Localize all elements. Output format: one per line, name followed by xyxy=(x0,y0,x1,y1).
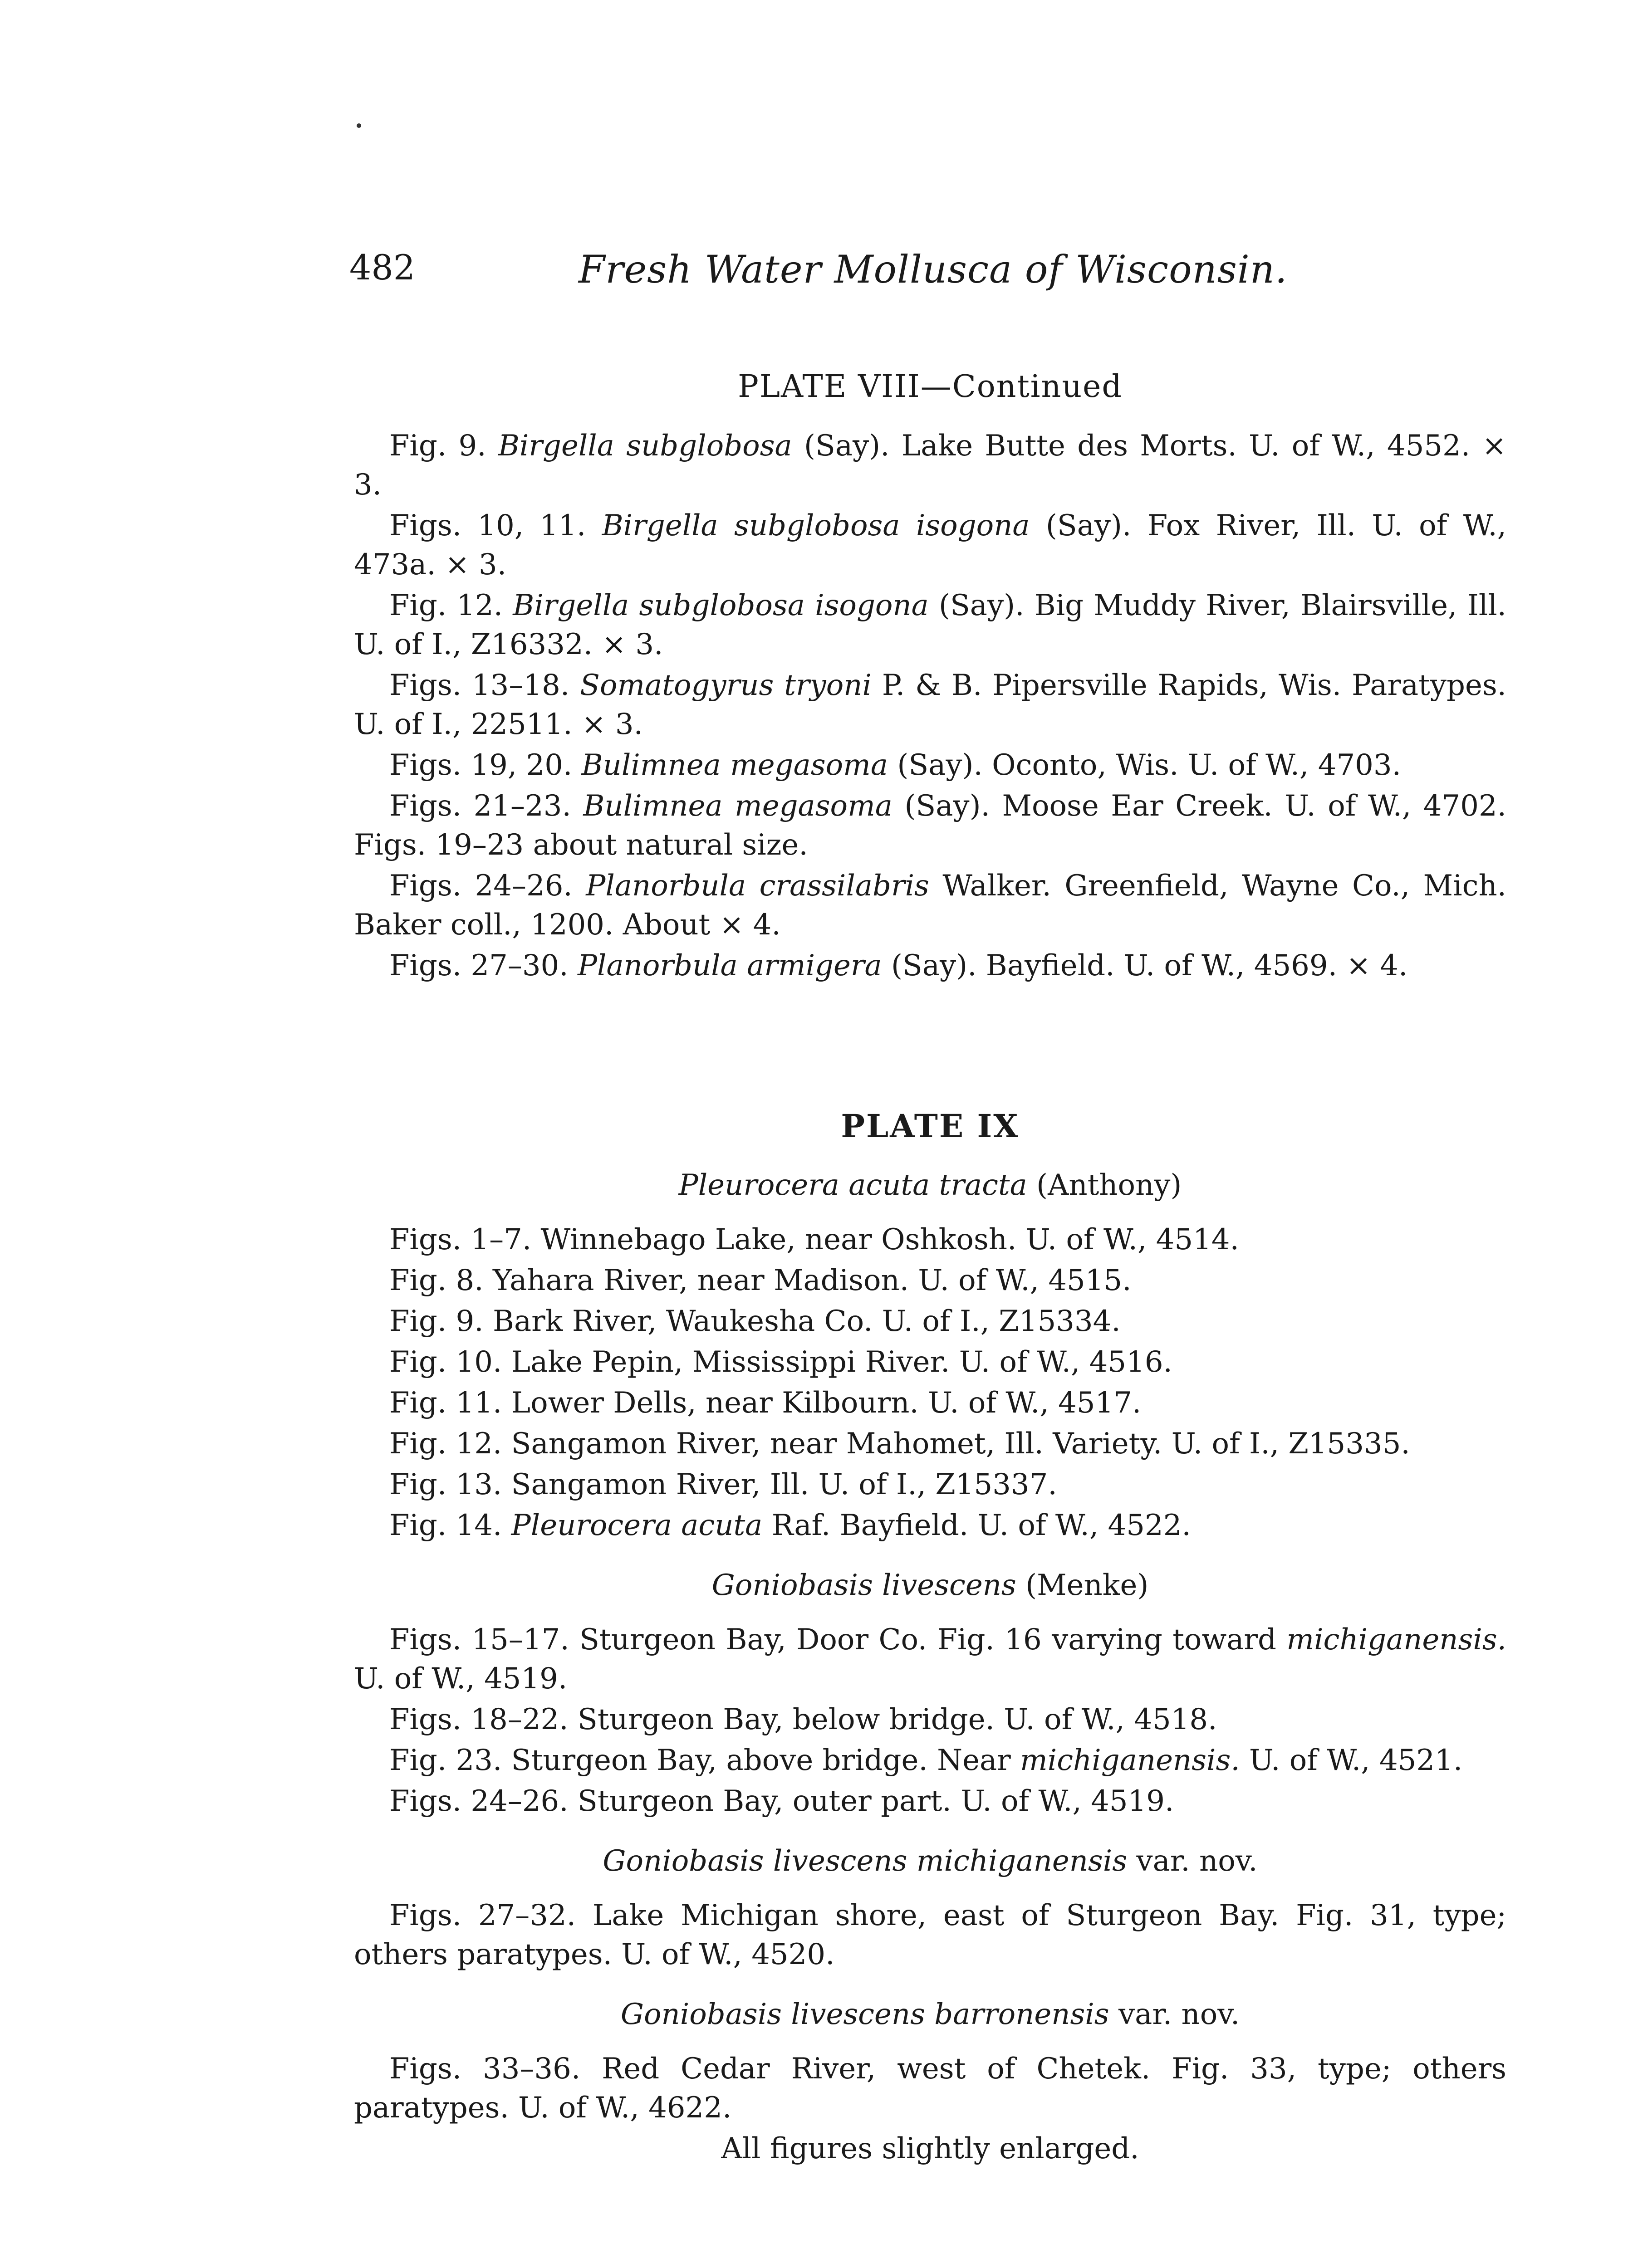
figure-number: Fig. 9. xyxy=(389,1305,484,1338)
group-author: (Anthony) xyxy=(1027,1168,1182,1202)
figure-number: Fig. 23. xyxy=(389,1744,502,1777)
group-heading xyxy=(354,1566,1506,1605)
figure-number: Figs. 33–36. xyxy=(389,2052,581,2086)
entry-detail: (Say). Bayfield. U. of W., 4569. × 4. xyxy=(882,949,1408,982)
page-header xyxy=(349,247,1511,302)
plate-9-entry xyxy=(354,1506,1506,1545)
figure-number: Figs. 13–18. xyxy=(389,669,570,702)
group-author: var. nov. xyxy=(1127,1844,1258,1878)
entry-detail: U. of W., 4521. xyxy=(1240,1744,1463,1777)
species-name: Birgella subglobosa isogona xyxy=(602,509,1030,543)
group-heading xyxy=(354,1842,1506,1881)
plate-9-entry xyxy=(354,1700,1506,1739)
species-name: michiganensis. xyxy=(1020,1744,1240,1777)
plate-8-entry xyxy=(354,426,1506,504)
species-name: Birgella subglobosa xyxy=(498,429,792,463)
entry-detail: Bark River, Waukesha Co. U. of I., Z15334. xyxy=(492,1305,1121,1338)
group-species: Pleurocera acuta tracta xyxy=(678,1168,1027,1202)
entry-detail: Sangamon River, near Mahomet, Ill. Variety. U. of I., Z15335. xyxy=(511,1427,1410,1461)
running-title: Fresh Water Mollusca of Wisconsin. xyxy=(579,247,1288,292)
plate-9-entry xyxy=(354,2049,1506,2127)
figure-number: Figs. 10, 11. xyxy=(389,509,586,543)
group-species: Goniobasis livescens barronensis xyxy=(620,1998,1109,2031)
plate-9-entry xyxy=(354,1343,1506,1382)
plate-9-entry xyxy=(354,1302,1506,1341)
entry-detail: Raf. Bayfield. U. of W., 4522. xyxy=(762,1509,1191,1542)
plate-9-entry xyxy=(354,1620,1506,1698)
species-name: Planorbula armigera xyxy=(577,949,882,982)
figure-number: Figs. 24–26. xyxy=(389,1784,569,1818)
figure-number: Fig. 13. xyxy=(389,1468,502,1501)
figure-number: Figs. 18–22. xyxy=(389,1703,569,1736)
figure-number: Figs. 27–32. xyxy=(389,1899,576,1932)
figure-number: Fig. 8. xyxy=(389,1264,484,1297)
figure-number: Fig. 11. xyxy=(389,1386,502,1420)
plate-8-entry xyxy=(354,586,1506,664)
figure-number: Figs. 21–23. xyxy=(389,789,571,823)
plate-footnote: All figures slightly enlarged. xyxy=(721,2132,1139,2165)
figure-number: Figs. 19, 20. xyxy=(389,748,573,782)
page-number: 482 xyxy=(349,247,416,288)
entry-detail: (Say). Fox River, Ill. U. of W., 473a. × 3. xyxy=(354,509,1506,582)
plate-8-entry xyxy=(354,866,1506,944)
plate-9-content xyxy=(354,1166,1506,2168)
plate-9-entry xyxy=(354,1220,1506,1259)
plate-8-entry xyxy=(354,666,1506,744)
plate-9-title: PLATE IX xyxy=(841,1107,1020,1145)
plate-8-entry xyxy=(354,506,1506,584)
species-name: Birgella subglobosa isogona xyxy=(513,589,929,622)
entry-detail: Sturgeon Bay, outer part. U. of W., 4519. xyxy=(577,1784,1174,1818)
entry-detail: Sangamon River, Ill. U. of I., Z15337. xyxy=(511,1468,1057,1501)
plate-9-entry xyxy=(354,1741,1506,1780)
plate-8-entry xyxy=(354,946,1506,985)
plate-9-entry xyxy=(354,1424,1506,1463)
figure-number: Fig. 9. xyxy=(389,429,486,463)
group-heading xyxy=(354,1995,1506,2034)
figure-number: Figs. 24–26. xyxy=(389,869,573,903)
figure-number: Figs. 1–7. xyxy=(389,1223,532,1256)
entry-detail: Sturgeon Bay, below bridge. U. of W., 4518. xyxy=(577,1703,1217,1736)
entry-detail: Yahara River, near Madison. U. of W., 4515. xyxy=(492,1264,1132,1297)
species-name: Bulimnea megasoma xyxy=(583,789,893,823)
entry-detail: U. of W., 4519. xyxy=(354,1662,568,1696)
entry-detail: Winnebago Lake, near Oshkosh. U. of W., 4514. xyxy=(540,1223,1239,1256)
entry-detail: Lower Dells, near Kilbourn. U. of W., 4517. xyxy=(511,1386,1142,1420)
figure-number: Figs. 15–17. xyxy=(389,1623,569,1657)
entry-detail: (Say). Lake Butte des Morts. U. of W., 4552. × 3. xyxy=(354,429,1507,502)
plate-9-entry xyxy=(354,1383,1506,1422)
plate-8-entries xyxy=(354,426,1506,987)
entry-detail: Sturgeon Bay, above bridge. Near xyxy=(511,1744,1020,1777)
figure-number: Fig. 14. xyxy=(389,1509,502,1542)
group-species: Goniobasis livescens xyxy=(711,1569,1016,1602)
plate-9-entry xyxy=(354,1782,1506,1821)
entry-detail: Lake Michigan shore, east of Sturgeon Bay. Fig. 31, type; others paratypes. U. of W., 4520. xyxy=(354,1899,1506,1971)
entry-detail: Red Cedar River, west of Chetek. Fig. 33, type; others paratypes. U. of W., 4622. xyxy=(354,2052,1506,2125)
plate-9-entry xyxy=(354,1465,1506,1504)
figure-number: Fig. 12. xyxy=(389,1427,502,1461)
entry-detail: Sturgeon Bay, Door Co. Fig. 16 varying toward xyxy=(579,1623,1287,1657)
species-name: michiganensis. xyxy=(1286,1623,1507,1657)
plate-9-entry xyxy=(354,1261,1506,1300)
plate-8-entry xyxy=(354,746,1506,785)
plate-8-title: PLATE VIII—Continued xyxy=(738,369,1123,405)
species-name: Planorbula crassilabris xyxy=(586,869,929,903)
scan-speck xyxy=(357,123,361,128)
plate-9-entry xyxy=(354,1896,1506,1974)
plate-8-entry xyxy=(354,787,1506,865)
species-name: Pleurocera acuta xyxy=(511,1509,763,1542)
group-species: Goniobasis livescens michiganensis xyxy=(603,1844,1128,1878)
entry-detail: (Say). Oconto, Wis. U. of W., 4703. xyxy=(888,748,1401,782)
group-author: var. nov. xyxy=(1109,1998,1240,2031)
entry-detail: P. & B. Pipersville Rapids, Wis. Paratypes. U. of I., 22511. × 3. xyxy=(354,669,1506,741)
figure-number: Fig. 10. xyxy=(389,1345,502,1379)
figure-number: Figs. 27–30. xyxy=(389,949,569,982)
group-heading xyxy=(354,1166,1506,1205)
group-author: (Menke) xyxy=(1016,1569,1149,1602)
entry-detail: Lake Pepin, Mississippi River. U. of W., 4516. xyxy=(511,1345,1172,1379)
species-name: Bulimnea megasoma xyxy=(581,748,888,782)
entry-detail: Walker. Greenfield, Wayne Co., Mich. Baker coll., 1200. About × 4. xyxy=(354,869,1506,942)
entry-detail: (Say). Moose Ear Creek. U. of W., 4702. Figs. 19–23 about natural size. xyxy=(354,789,1507,862)
species-name: Somatogyrus tryoni xyxy=(580,669,872,702)
entry-detail: (Say). Big Muddy River, Blairsville, Ill. U. of I., Z16332. × 3. xyxy=(354,589,1507,661)
figure-number: Fig. 12. xyxy=(389,589,503,622)
